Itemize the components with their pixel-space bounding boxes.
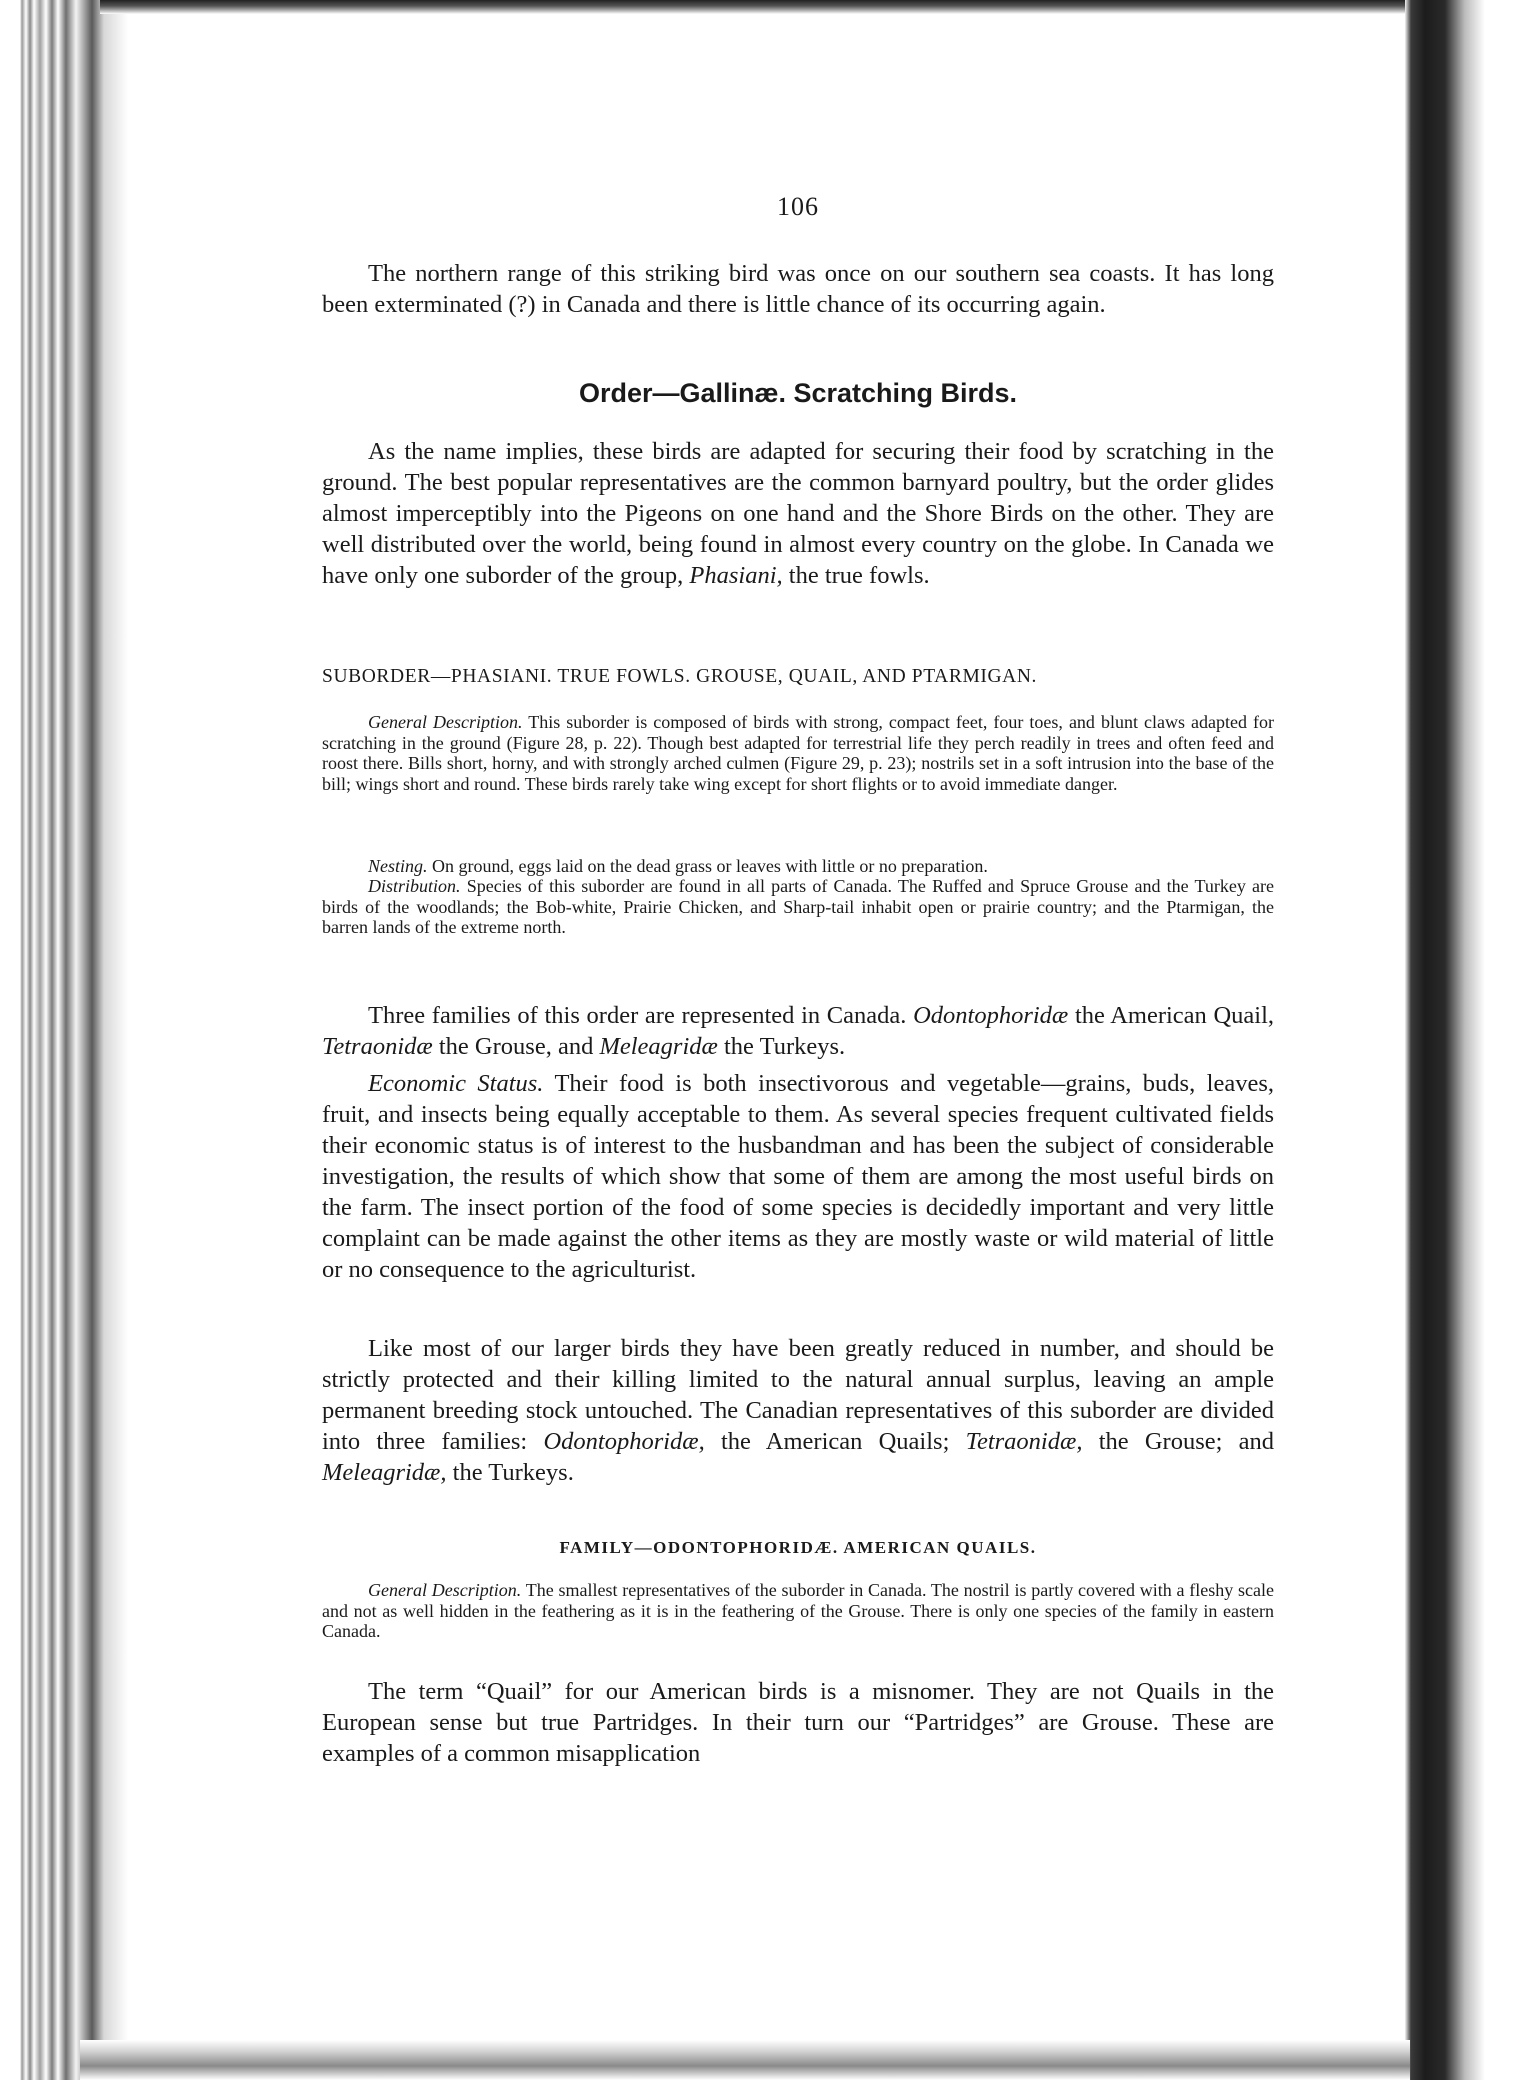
paragraph-larger-c: the American Quails; [721, 1428, 950, 1455]
paragraph-families-a: Three families of this order are represented in Canada. [368, 1002, 907, 1029]
suborder-distribution-text: Species of this suborder are found in all parts of Canada. The Ruffed and Spruce Grouse and the Turkey are birds of the woodlands; the Bob-white, Prairie Chicken, and Sharp-tail inhabit open or prairie country; and the Ptarmigan, the barren lands of the extreme north. [322, 876, 1275, 937]
paragraph-larger-f: Meleagridæ, [322, 1459, 447, 1486]
suborder-distribution-label: Distribution. [368, 876, 461, 896]
paragraph-families [322, 1000, 1274, 1062]
paragraph-order-italic: Phasiani, [689, 562, 783, 589]
family-general-description [322, 1580, 1274, 1642]
suborder-nesting-label: Nesting. [368, 856, 428, 876]
paragraph-families-g: the Turkeys. [723, 1033, 846, 1060]
suborder-general-label: General Description. [368, 712, 523, 732]
economic-status-text: Their food is both insectivorous and vegetable—grains, buds, leaves, fruit, and insects being equally acceptable to them. As several species frequent cultivated fields their economic status is of interest to the husbandman and has been the subject of considerable investigation, the results of which show that some of them are among the most useful birds on the farm. The insect portion of the food of some species is decidedly important and very little complaint can be made against the other items as they are mostly waste or wild material of little or no consequence to the agriculturist. [322, 1070, 1274, 1283]
paragraph-larger-birds [322, 1333, 1274, 1488]
family-general-label: General Description. [368, 1580, 522, 1600]
paragraph-families-c: the American Quail, [1074, 1002, 1275, 1029]
paragraph-larger-b: Odontophoridæ, [543, 1428, 705, 1455]
paragraph-order [322, 436, 1274, 591]
suborder-heading: SUBORDER—PHASIANI. TRUE FOWLS. GROUSE, QUAIL, AND PTARMIGAN. [322, 666, 1037, 687]
book-page [322, 0, 1274, 2080]
paragraph-families-f: Meleagridæ [599, 1033, 718, 1060]
page-number: 106 [777, 192, 819, 221]
suborder-nesting [322, 856, 1274, 877]
paragraph-intro: The northern range of this striking bird was once on our southern sea coasts. It has long been exterminated (?) in Canada and there is little chance of its occurring again. [322, 260, 1274, 318]
paragraph-families-d: Tetraonidæ [322, 1033, 433, 1060]
paragraph-quail-term: The term “Quail” for our American birds is a misnomer. They are not Quails in the European sense but true Partridges. In their turn our “Partridges” are Grouse. These are examples of a common misapplication [322, 1678, 1274, 1767]
paragraph-families-b: Odontophoridæ [913, 1002, 1069, 1029]
book-right-edge [1405, 0, 1528, 2080]
book-left-edge [0, 0, 128, 2080]
suborder-general-description [322, 712, 1274, 794]
paragraph-order-tail: the true fowls. [788, 562, 930, 589]
paragraph-larger-a: Like most of our larger birds they have been greatly reduced in number, and should be strictly protected and their killing limited to the natural annual surplus, leaving an ample permanent breeding stock untouched. The Canadian representatives of this suborder are divided into three families: [322, 1335, 1274, 1455]
paragraph-order-text: As the name implies, these birds are adapted for securing their food by scratching in the ground. The best popular representatives are the common barnyard poultry, but the order glides almost imperceptibly into the Pigeons on one hand and the Shore Birds on the other. They are well distributed over the world, being found in almost every country on the globe. In Canada we have only one suborder of the group, [322, 438, 1274, 589]
economic-status-label: Economic Status. [368, 1070, 544, 1097]
order-heading: Order—Gallinæ. Scratching Birds. [578, 378, 1018, 408]
paragraph-larger-g: the Turkeys. [452, 1459, 574, 1486]
suborder-general-text: This suborder is composed of birds with strong, compact feet, four toes, and blunt claws adapted for scratching in the ground (Figure 28, p. 22). Though best adapted for terrestrial life they perch readily in trees and often feed and roost there. Bills short, horny, and with strongly arched culmen (Figure 29, p. 23); nostrils set in a soft intrusion into the base of the bill; wings short and round. These birds rarely take wing except for short flights or to avoid immediate danger. [322, 712, 1274, 794]
paragraph-larger-e: the Grouse; and [1098, 1428, 1274, 1455]
paragraph-larger-d: Tetraonidæ, [965, 1428, 1083, 1455]
suborder-distribution [322, 876, 1274, 938]
family-general-text: The smallest representatives of the suborder in Canada. The nostril is partly covered with a fleshy scale and not as well hidden in the feathering as it is in the feathering of the Grouse. There is only one species of the family in eastern Canada. [322, 1580, 1274, 1641]
paragraph-families-e: the Grouse, and [438, 1033, 594, 1060]
paragraph-economic-status [322, 1068, 1274, 1285]
family-heading: FAMILY—ODONTOPHORIDÆ. AMERICAN QUAILS. [559, 1538, 1037, 1557]
suborder-nesting-text: On ground, eggs laid on the dead grass or leaves with little or no preparation. [432, 856, 988, 876]
